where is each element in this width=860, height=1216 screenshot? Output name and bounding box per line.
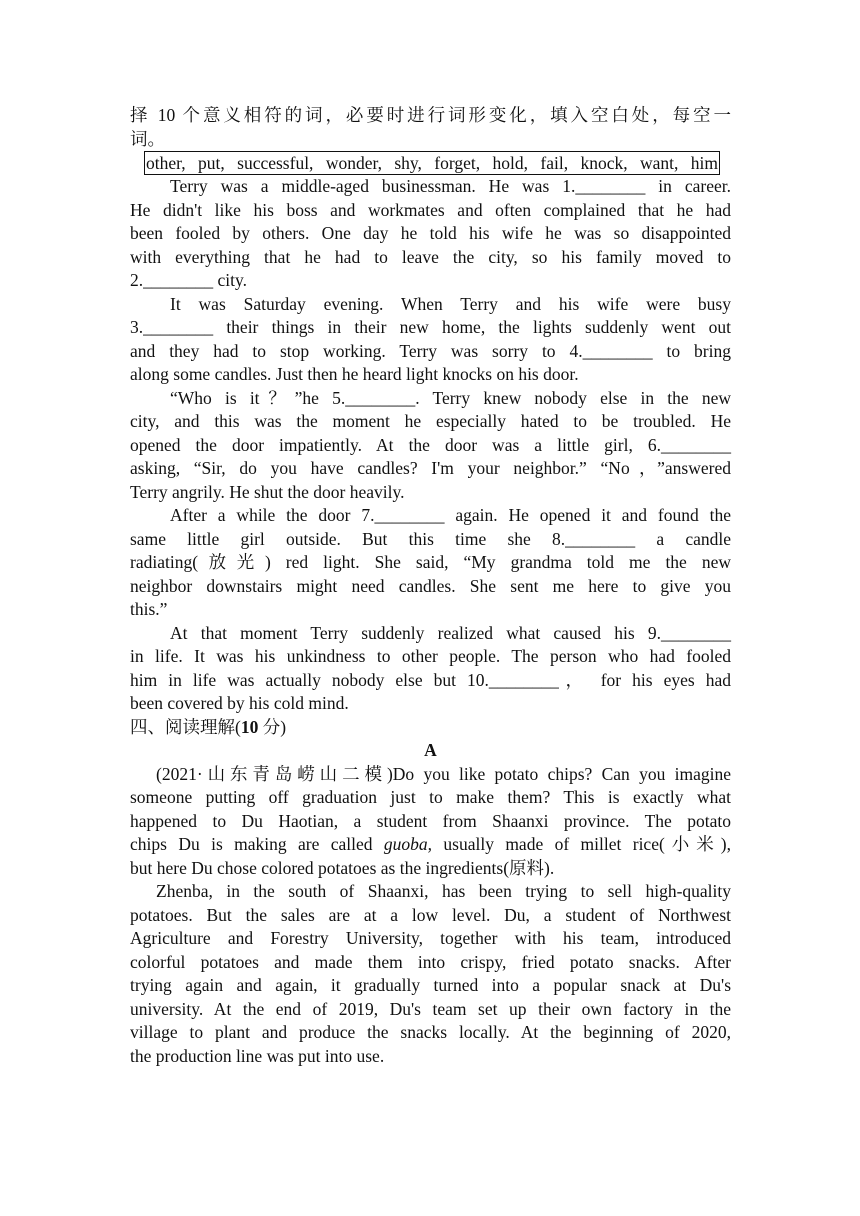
passage-line: village to plant and produce the snacks locally. At the beginning of 2020, xyxy=(130,1022,731,1042)
passage-line: “Who is it？”he 5.________. Terry knew nobody else in the new xyxy=(170,387,731,408)
passage-line: colorful potatoes and made them into crispy, fried potato snacks. After xyxy=(130,951,731,972)
passage-line: and they had to stop working. Terry was sorry to 4.________ to bring xyxy=(130,340,731,361)
section-heading xyxy=(130,716,731,740)
passage-line: been fooled by others. One day he told his wife he was so disappointed xyxy=(130,223,731,243)
passage-text: Do you like potato chips? Can you imagine xyxy=(392,763,731,784)
passage-line: city, and this was the moment he especially hated to be troubled. He xyxy=(130,411,731,431)
word-bank-box: other, put, successful, wonder, shy, forget, hold, fail, knock, want, him xyxy=(146,153,718,173)
passage-line: same little girl outside. But this time she 8.________ a candle xyxy=(130,528,731,549)
passage-line: with everything that he had to leave the city, so his family moved to xyxy=(130,246,731,267)
passage-line: neighbor downstairs might need candles. She sent me here to give you xyxy=(130,575,731,596)
passage-line: radiating(放光) red light. She said, “My grandma told me the new xyxy=(130,552,731,572)
passage-line: in life. It was his unkindness to other people. The person who had fooled xyxy=(130,646,731,666)
passage-line xyxy=(130,833,731,857)
passage-line xyxy=(130,763,731,787)
instructions-line-2: 词。 xyxy=(130,128,165,149)
passage-line: 3.________ their things in their new home, the lights suddenly went out xyxy=(130,317,731,337)
passage-line: potatoes. But the sales are at a low level. Du, a student of Northwest xyxy=(130,904,731,925)
passage-line: this.” xyxy=(130,599,168,619)
passage-line: It was Saturday evening. When Terry and his wife were busy xyxy=(170,293,731,314)
passage-line: him in life was actually nobody else but 10.________， for his eyes had xyxy=(130,669,731,690)
passage-line: along some candles. Just then he heard light knocks on his door. xyxy=(130,364,579,384)
passage-a-label: A xyxy=(424,740,437,760)
passage-line: Zhenba, in the south of Shaanxi, has been trying to sell high-quality xyxy=(156,881,731,901)
instructions-line-1: 择 10 个意义相符的词，必要时进行词形变化，填入空白处，每空一 xyxy=(130,105,731,125)
passage-line: trying again and again, it gradually turned into a popular snack at Du's xyxy=(130,975,731,995)
passage-text: chips Du is making are called xyxy=(130,834,384,854)
passage-text: usually made of millet rice(小米), xyxy=(432,834,731,854)
passage-line: but here Du chose colored potatoes as the ingredients(原料). xyxy=(130,857,555,878)
passage-line: 2.________ city. xyxy=(130,270,247,290)
section-heading-suffix: 分) xyxy=(258,716,287,737)
passage-line: asking, “Sir, do you have candles? I'm your neighbor.” “No，”answered xyxy=(130,458,731,478)
passage-line: After a while the door 7.________ again. He opened it and found the xyxy=(170,505,731,525)
passage-line: At that moment Terry suddenly realized what caused his 9.________ xyxy=(170,622,731,643)
passage-line: Terry angrily. He shut the door heavily. xyxy=(130,481,405,502)
passage-line: university. At the end of 2019, Du's team set up their own factory in the xyxy=(130,998,731,1019)
document-page xyxy=(130,104,731,1068)
passage-line: Terry was a middle-aged businessman. He was 1.________ in career. xyxy=(170,176,731,196)
italic-term: guoba, xyxy=(383,834,433,854)
passage-line: someone putting off graduation just to make them? This is exactly what xyxy=(130,787,731,807)
section-heading-prefix: 四、阅读理解( xyxy=(130,716,241,737)
passage-line: He didn't like his boss and workmates and often complained that he had xyxy=(130,199,731,220)
passage-line: happened to Du Haotian, a student from Shaanxi province. The potato xyxy=(130,810,731,831)
passage-line: Agriculture and Forestry University, together with his team, introduced xyxy=(130,928,731,948)
passage-line: the production line was put into use. xyxy=(130,1045,385,1066)
section-heading-points: 10 xyxy=(240,716,259,737)
passage-line: been covered by his cold mind. xyxy=(130,693,349,713)
passage-source: (2021·山东青岛崂山二模) xyxy=(156,763,393,784)
passage-line: opened the door impatiently. At the door was a little girl, 6.________ xyxy=(130,434,731,455)
